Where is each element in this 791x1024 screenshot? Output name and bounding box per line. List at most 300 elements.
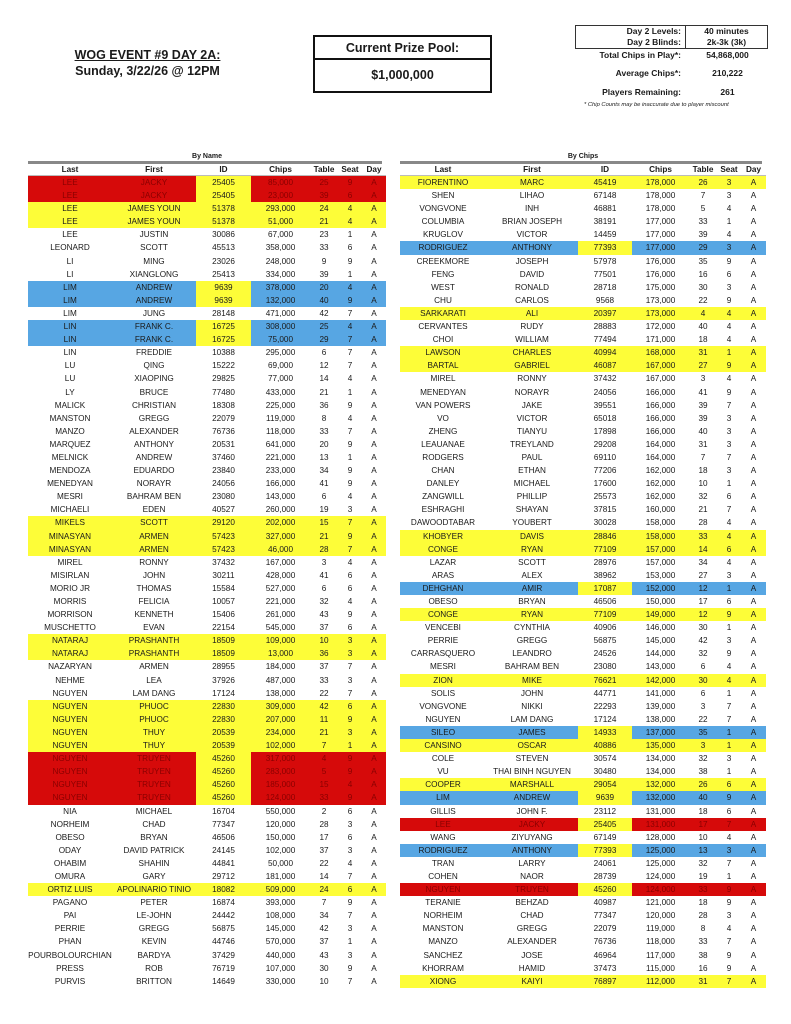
table-row [28,320,386,333]
cell-last: NGUYEN [28,713,112,726]
cell-chips: 77,000 [267,374,294,384]
cell-first: RONNY [139,557,169,567]
cell-day: A [371,688,377,698]
cell-day: A [750,466,757,476]
cell-first: MING [143,256,165,266]
cell-day: A [741,739,766,752]
cell-first: THUY [112,739,196,752]
table-row [400,268,766,281]
cell-chips: 168,000 [632,346,689,359]
table-row [400,386,766,399]
cell-table: 25 [310,176,338,189]
cell-first: JAMES [486,726,578,739]
levels-label: Day 2 Levels: [576,26,686,37]
cell-table: 6 [700,688,706,698]
cell-first: BRITTON [136,976,172,986]
avg-chips-label: Average Chips*: [615,68,681,78]
table-row [400,346,766,359]
cell-chips: 177,000 [645,230,676,240]
cell-last: PAGANO [52,898,88,908]
cell-day: A [741,543,766,556]
cell-day: A [750,230,757,240]
cell-id: 77393 [578,844,632,857]
cell-last: COLE [431,754,455,764]
cell-seat: 1 [338,739,362,752]
cell-day: A [750,806,757,816]
cell-seat: 9 [726,295,732,305]
cell-chips: 378,000 [251,281,310,294]
cell-table: 39 [698,400,708,410]
levels-value: 40 minutes [704,26,749,36]
table-row [400,202,766,215]
cell-chips: 118,000 [266,426,295,436]
cell-seat: 1 [347,452,353,462]
table-row [28,700,386,713]
cell-last: BARTAL [400,359,486,372]
cell-seat: 4 [726,322,732,332]
cell-seat: 3 [347,505,353,515]
cell-first: AMIR [486,582,578,595]
cell-first: CHRISTIAN [131,400,177,410]
cell-last: VAN POWERS [415,400,471,410]
cell-id: 22154 [212,623,235,633]
table-row [28,543,386,556]
by-name-title: By Name [192,153,222,160]
cell-id: 23840 [212,466,235,476]
table-row [400,700,766,713]
cell-chips: 176,000 [645,256,676,266]
cell-first: MARC [486,176,578,189]
cell-day: A [750,204,757,214]
cell-day: A [750,871,757,881]
col-chips: Chips [649,165,672,174]
cell-id: 24061 [593,858,617,868]
cell-chips: 221,000 [265,452,296,462]
cell-last: MANZO [55,426,85,436]
cell-table: 26 [689,778,717,791]
cell-id: 46506 [212,832,235,842]
cell-id: 22830 [196,713,251,726]
cell-last: PERRIE [427,636,459,646]
cell-id: 77480 [212,387,235,397]
cell-day: A [741,346,766,359]
cell-seat: 3 [726,636,732,646]
cell-first: LEA [146,675,162,685]
cell-seat: 7 [347,361,353,371]
cell-last: LIN [63,348,77,358]
cell-table: 31 [689,346,717,359]
cell-chips: 158,000 [645,518,676,528]
cell-seat: 6 [347,806,353,816]
cell-table: 8 [321,413,327,423]
cell-seat: 7 [347,662,353,672]
cell-day: A [362,516,386,529]
cell-table: 27 [689,359,717,372]
table-row [28,739,386,752]
cell-day: A [371,256,377,266]
cell-id: 29825 [212,374,235,384]
cell-last: ARAS [431,570,455,580]
table-row [28,778,386,791]
cell-chips: 178,000 [645,204,676,214]
cell-table: 32 [319,597,329,606]
cell-table: 22 [319,858,329,868]
table-row [400,503,766,516]
cell-table: 40 [689,791,717,804]
cell-chips: 138,000 [265,688,296,698]
cell-last: CONGE [400,608,486,621]
cell-last: NIA [63,806,77,816]
cell-table: 35 [698,256,708,266]
cell-chips: 172,000 [645,322,676,332]
table-row [400,359,766,372]
cell-chips: 440,000 [265,950,296,960]
cell-last: NGUYEN [28,726,112,739]
cell-table: 32 [698,649,708,659]
cell-id: 46881 [593,204,617,214]
cell-table: 24 [310,202,338,215]
table-row [28,490,386,503]
cell-chips: 471,000 [265,308,296,318]
prize-pool-label: Current Prize Pool: [315,37,490,60]
table-row [400,477,766,490]
cell-seat: 6 [717,543,741,556]
cell-last: VU [437,767,449,777]
cell-seat: 9 [726,963,732,973]
cell-first: PHUOC [112,700,196,713]
cell-first: GREGG [138,924,170,934]
cell-first: RUDY [520,322,544,332]
cell-first: ARMEN [112,530,196,543]
cell-last: MIREL [430,374,456,384]
cell-chips: 164,000 [645,439,676,449]
cell-day: A [371,308,377,318]
cell-last: OMURA [54,871,86,881]
cell-first: DAVIS [486,530,578,543]
table-row [400,621,766,634]
cell-first: KAIYI [486,975,578,988]
cell-chips: 158,000 [632,530,689,543]
cell-first: WILLIAM [515,335,549,345]
cell-last: LIN [28,333,112,346]
by-chips-title: By Chips [567,153,599,160]
cell-first: TRUYEN [112,752,196,765]
cell-first: OSCAR [486,739,578,752]
cell-seat: 6 [347,583,353,593]
cell-chips: 118,000 [646,937,675,947]
cell-day: A [371,610,377,620]
table-row [400,490,766,503]
cell-id: 18509 [196,647,251,660]
cell-id: 28976 [593,557,617,567]
cell-id: 24056 [593,387,617,397]
cell-chips: 109,000 [251,634,310,647]
cell-id: 76897 [578,975,632,988]
cell-chips: 125,000 [632,844,689,857]
cell-id: 23026 [212,256,235,266]
cell-chips: 119,000 [266,413,295,423]
cell-seat: 7 [347,871,353,881]
cell-chips: 139,000 [645,701,676,711]
cell-seat: 1 [347,387,353,397]
cell-first: STEVEN [515,754,549,764]
cell-day: A [371,387,377,397]
cell-table: 9 [321,256,327,266]
cell-table: 27 [698,570,708,580]
cell-table: 20 [310,281,338,294]
cell-table: 40 [310,294,338,307]
cell-day: A [750,963,757,973]
cell-seat: 1 [726,688,732,698]
cell-day: A [750,623,757,633]
cell-id: 44746 [212,937,235,947]
cell-last: LEE [28,202,112,215]
cell-last: KHOBYER [400,530,486,543]
cell-chips: 166,000 [645,400,676,410]
cell-day: A [750,400,757,410]
cell-seat: 6 [347,832,353,842]
table-row [400,438,766,451]
cell-chips: 131,000 [632,818,689,831]
cell-last: NGUYEN [28,752,112,765]
table-row [400,608,766,621]
cell-chips: 166,000 [645,426,676,436]
cell-last: MENDOZA [49,466,91,476]
cell-chips: 308,000 [251,320,310,333]
cell-seat: 7 [338,333,362,346]
cell-day: A [371,976,377,986]
cell-table: 31 [689,975,717,988]
cell-seat: 6 [338,700,362,713]
cell-seat: 1 [726,479,732,489]
cell-day: A [741,791,766,804]
cell-first: ETHAN [518,466,546,476]
table-row [400,883,766,896]
cell-day: A [362,176,386,189]
cell-seat: 1 [347,937,353,947]
cell-day: A [371,348,377,358]
tournament-stats [570,25,770,108]
cell-last: MESRI [430,662,456,672]
cell-chips: 107,000 [265,963,296,973]
cell-first: THUY [112,726,196,739]
cell-table: 21 [698,505,708,515]
cell-seat: 9 [726,256,732,266]
cell-id: 46087 [578,359,632,372]
cell-first: JOHN [520,688,544,698]
cell-last: DAWOODTABAR [410,518,476,528]
cell-last: NGUYEN [400,883,486,896]
cell-day: A [750,479,757,489]
cell-seat: 7 [347,426,353,436]
cell-seat: 4 [726,662,732,672]
cell-seat: 9 [726,950,732,960]
cell-seat: 7 [726,452,732,462]
chip-count-disclaimer: * Chip Counts may be inaccurate due to player miscount [584,102,729,108]
cell-id: 45260 [196,791,251,804]
cell-table: 21 [310,726,338,739]
cell-first: QING [143,361,165,371]
cell-seat: 4 [717,530,741,543]
cell-seat: 4 [726,557,732,567]
cell-first: PETER [140,898,168,908]
cell-chips: 135,000 [632,739,689,752]
cell-id: 38962 [593,570,617,580]
cell-chips: 157,000 [645,557,676,567]
cell-first: PRASHANTH [112,634,196,647]
cell-id: 22079 [212,413,235,423]
cell-id: 38191 [593,217,617,227]
cell-chips: 261,000 [265,610,296,620]
cell-first: CHAD [520,911,544,921]
cell-table: 34 [319,911,329,921]
cell-day: A [750,832,757,842]
cell-seat: 4 [347,858,353,868]
cell-id: 45260 [196,752,251,765]
cell-day: A [750,505,757,515]
cell-first: LEANDRO [512,649,552,659]
table-row [400,935,766,948]
cell-first: SCOTT [518,557,546,567]
cell-chips: 145,000 [265,924,296,934]
cell-id: 56875 [212,924,235,934]
cell-seat: 1 [717,726,741,739]
cell-day: A [750,335,757,345]
cell-day: A [371,845,377,855]
table-row [28,569,386,582]
cell-last: WANG [430,832,456,842]
cell-chips: 134,000 [645,767,676,777]
cell-last: LU [64,361,76,371]
cell-chips: 75,000 [251,333,310,346]
cell-chips: 181,000 [265,871,296,881]
table-row [28,412,386,425]
cell-day: A [362,765,386,778]
table-row [400,372,766,385]
cell-first: CYNTHIA [514,623,550,633]
table-row [28,660,386,673]
cell-chips: 433,000 [265,387,296,397]
cell-id: 16725 [196,333,251,346]
cell-id: 57978 [593,256,617,266]
cell-seat: 7 [347,976,353,986]
cell-seat: 9 [347,256,353,266]
cell-table: 33 [698,937,708,947]
cell-day: A [750,557,757,567]
cell-chips: 146,000 [645,623,676,633]
cell-last: VENCEBI [425,623,461,633]
cell-first: JUSTIN [139,230,169,240]
cell-last: MESRI [57,492,83,502]
cell-table: 6 [321,492,327,502]
table-row [400,189,766,202]
cell-chips: 550,000 [265,806,296,816]
cell-last: RODRIGUEZ [400,241,486,254]
cell-table: 14 [689,543,717,556]
cell-first: CHARLES [486,346,578,359]
cell-id: 25573 [593,492,617,502]
table-row [28,530,386,543]
cell-id: 28883 [593,322,617,332]
cell-chips: 125,000 [645,858,676,868]
cell-chips: 166,000 [645,387,676,397]
cell-day: A [371,597,377,606]
table-row [28,765,386,778]
cell-day: A [362,543,386,556]
cell-chips: 132,000 [632,778,689,791]
cell-table: 6 [321,348,327,358]
cell-last: NGUYEN [425,714,461,724]
cell-last: LI [66,256,74,266]
cell-day: A [362,189,386,202]
cell-table: 18 [698,335,708,345]
table-row [400,726,766,739]
cell-first: JAMES YOUN [112,215,196,228]
cell-chips: 175,000 [645,282,676,292]
cell-first: JACKY [112,176,196,189]
cell-seat: 3 [726,754,732,764]
cell-seat: 4 [347,374,353,384]
cell-last: NATARAJ [28,634,112,647]
cell-chips: 150,000 [645,597,676,606]
cell-seat: 9 [347,479,353,489]
cell-day: A [362,202,386,215]
cell-seat: 9 [726,649,732,659]
cell-last: NGUYEN [28,765,112,778]
cell-id: 37460 [212,452,235,462]
table-row [28,713,386,726]
cell-seat: 3 [347,924,353,934]
cell-day: A [371,230,377,240]
cell-last: LEONARD [50,243,90,253]
table-row [28,896,386,909]
cell-day: A [750,518,757,528]
cell-day: A [750,898,757,908]
cell-day: A [750,911,757,921]
cell-id: 45260 [196,778,251,791]
table-row [400,530,766,543]
cell-table: 25 [310,320,338,333]
cell-last: MANSTON [422,924,464,934]
cell-id: 37815 [593,505,617,515]
cell-id: 23080 [593,662,617,672]
table-row [28,228,386,241]
cell-id: 39551 [593,400,617,410]
levels-box [575,25,768,49]
table-row [28,818,386,831]
cell-id: 9639 [196,281,251,294]
total-chips-label: Total Chips in Play*: [599,50,681,60]
cell-chips: 162,000 [645,479,676,489]
cell-chips: 117,000 [646,950,675,960]
cell-day: A [750,413,757,423]
table-row [28,202,386,215]
cell-chips: 173,000 [632,307,689,320]
cell-day: A [741,582,766,595]
cell-seat: 3 [726,413,732,423]
cell-day: A [371,898,377,908]
cell-seat: 1 [726,767,732,777]
cell-table: 30 [689,674,717,687]
cell-first: MICHAEL [513,479,551,489]
cell-last: SARKARATI [400,307,486,320]
cell-chips: 124,000 [632,883,689,896]
cell-last: MORRISON [47,610,93,620]
cell-seat: 6 [726,806,732,816]
cell-table: 2 [321,806,327,816]
cell-first: ROB [145,963,163,973]
table-row [28,608,386,621]
